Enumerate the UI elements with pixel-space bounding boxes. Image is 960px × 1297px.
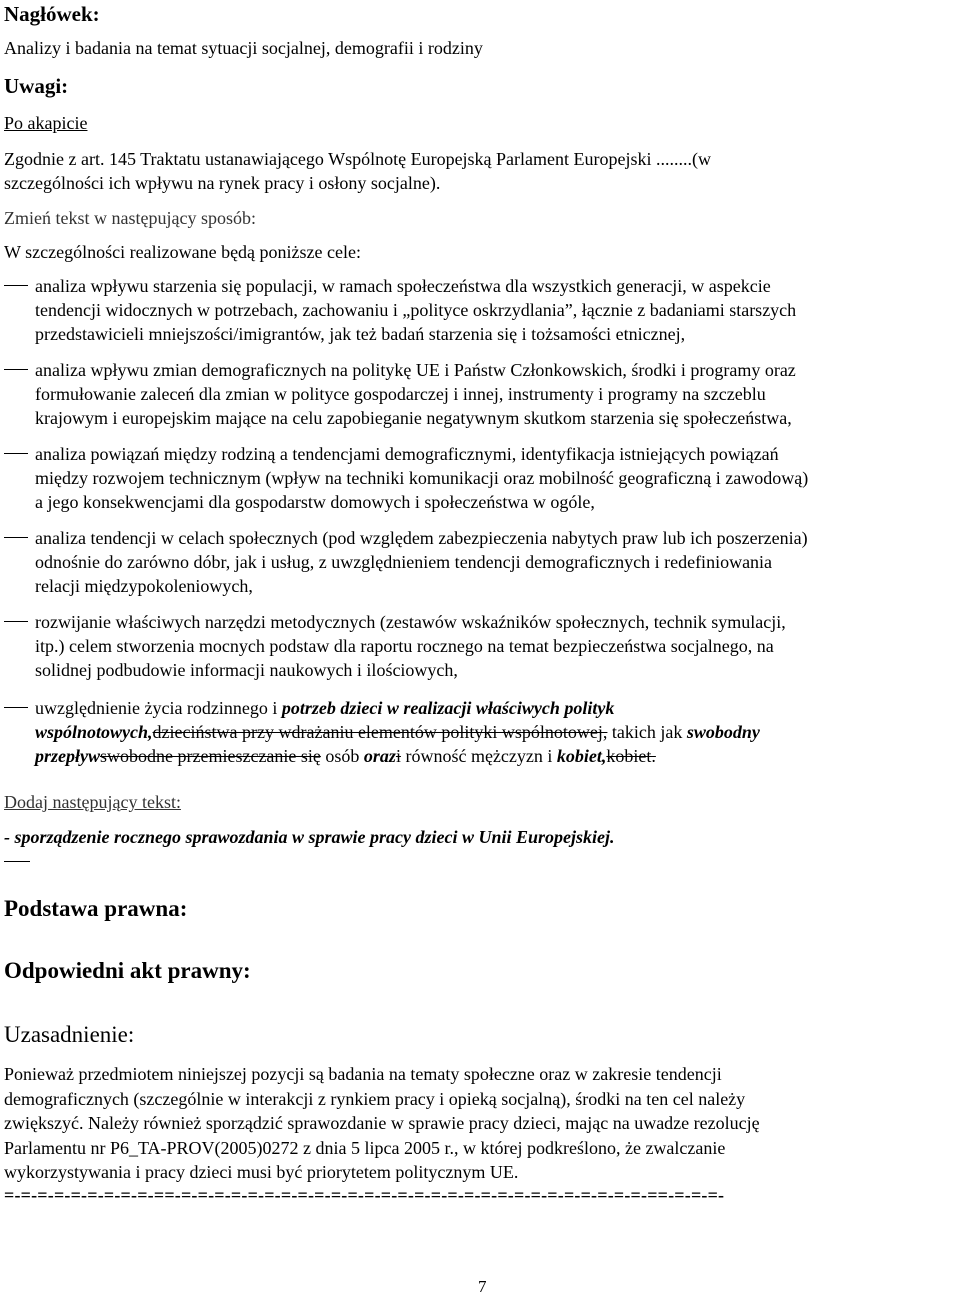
list-item: analiza wpływu zmian demograficznych na politykę UE i Państw Członkowskich, środki i programy oraz formułowanie zaleceń dla zmian w polityce gospodarczej i innej, instrumenty i programy na szczeblu krajowym i europejskim mające na celu zapobieganie negatywnym skutkom starzenia się społeczeństwa,: [35, 360, 796, 428]
deleted-text: swobodne przemieszczanie się: [100, 746, 321, 766]
change-instruction: Zmień tekst w następujący sposób:: [4, 208, 256, 228]
dash-bullet: [4, 453, 28, 454]
deleted-text: dzieciństwa przy wdrażaniu elementów polityki wspólnotowej,: [152, 722, 608, 742]
page-number: 7: [478, 1277, 487, 1296]
list-item: analiza wpływu starzenia się populacji, w ramach społeczeństwa dla wszystkich generacji, w aspekcie tendencji widocznych w potrzebach, zachowaniu i „polityce oskrzydlania”, łącznie z badaniami starszych przedstawicieli mniejszości/imigrantów, jak też badań starzenia się i tożsamości etnicznej,: [35, 276, 797, 344]
dash-bullet: [4, 285, 28, 286]
paragraph-1-line-1: Zgodnie z art. 145 Traktatu ustanawiającego Wspólnotę Europejską Parlament Europejski ........(w: [4, 149, 712, 169]
objectives-intro: W szczególności realizowane będą poniższe cele:: [4, 242, 361, 262]
dash-bullet: [4, 861, 30, 862]
dash-bullet: [4, 369, 28, 370]
dash-bullet: [4, 537, 28, 538]
after-paragraph-note: Po akapicie: [4, 113, 88, 133]
paragraph-1-line-2: szczególności ich wpływu na rynek pracy i osłony socjalne).: [4, 173, 441, 193]
deleted-text: kobiet.: [606, 746, 656, 766]
deleted-text: i: [395, 746, 401, 766]
separator-line: =-=-=-=-=-=-=-=-=-==-=-=-=-=-=-=-=-=-=-=-=-=-=-=-=-=-=-=-=-=-=-=-=-=-=-=-=-=-==-=-=-=-: [4, 1185, 725, 1205]
legal-basis-label: Podstawa prawna:: [4, 896, 188, 921]
justification-paragraph: Ponieważ przedmiotem niniejszej pozycji są badania na tematy społeczne oraz w zakresie tendencji demograficznych (szczególnie w interakcji z rynkiem pracy i opieką socjalną), środki na ten cel należy zwiększyć. Należy również sporządzić sprawozdanie w sprawie pracy dzieci, mając na uwadze rezolucję Parlamentu nr P6_TA-PROV(2005)0272 z dnia 5 lipca 2005 r., w której podkreślono, że zwalczanie wykorzystywania i pracy dzieci musi być priorytetem politycznym UE.: [4, 1064, 760, 1182]
header-label: Nagłówek:: [4, 2, 100, 26]
list-item: rozwijanie właściwych narzędzi metodycznych (zestawów wskaźników społecznych, technik symulacji, itp.) celem stworzenia mocnych podstaw dla raportu rocznego na temat bezpieczeństwa socjalnego, na solidnej podbudowie informacji naukowych i ilościowych,: [35, 612, 786, 680]
list-item: analiza tendencji w celach społecznych (pod względem zabezpieczenia nabytych praw lub ich poszerzenia) odnośnie do zarówno dóbr, jak i usług, z uwzględnieniem tendencji demograficznych i redefiniowania relacji międzypokoleniowych,: [35, 528, 808, 596]
justification-label: Uzasadnienie:: [4, 1022, 135, 1047]
legal-act-label: Odpowiedni akt prawny:: [4, 958, 251, 983]
dash-bullet: [4, 707, 28, 708]
list-item: analiza powiązań między rodziną a tendencjami demograficznymi, identyfikacja istniejących powiązań między rozwojem technicznym (wpływ na techniki komunikacji oraz mobilność geograficzną i zawodową) a jego konsekwencjami dla gospodarstw domowych i społeczeństwa w ogóle,: [35, 444, 809, 512]
add-instruction: Dodaj następujący tekst:: [4, 792, 181, 812]
header-text: Analizy i badania na temat sytuacji socjalnej, demografii i rodziny: [4, 38, 483, 58]
list-item-amended: uwzględnienie życia rodzinnego i potrzeb dzieci w realizacji właściwych polityk wspólnotowych,dzieciństwa przy wdrażaniu elementów polityki wspólnotowej, takich jak swobodny przepływswobodne przemieszczanie się osób orazi równość mężczyzn i kobiet,kobiet.: [35, 698, 760, 766]
added-text: - sporządzenie rocznego sprawozdania w sprawie pracy dzieci w Unii Europejskiej.: [4, 827, 615, 847]
dash-bullet: [4, 621, 28, 622]
remarks-label: Uwagi:: [4, 74, 69, 98]
